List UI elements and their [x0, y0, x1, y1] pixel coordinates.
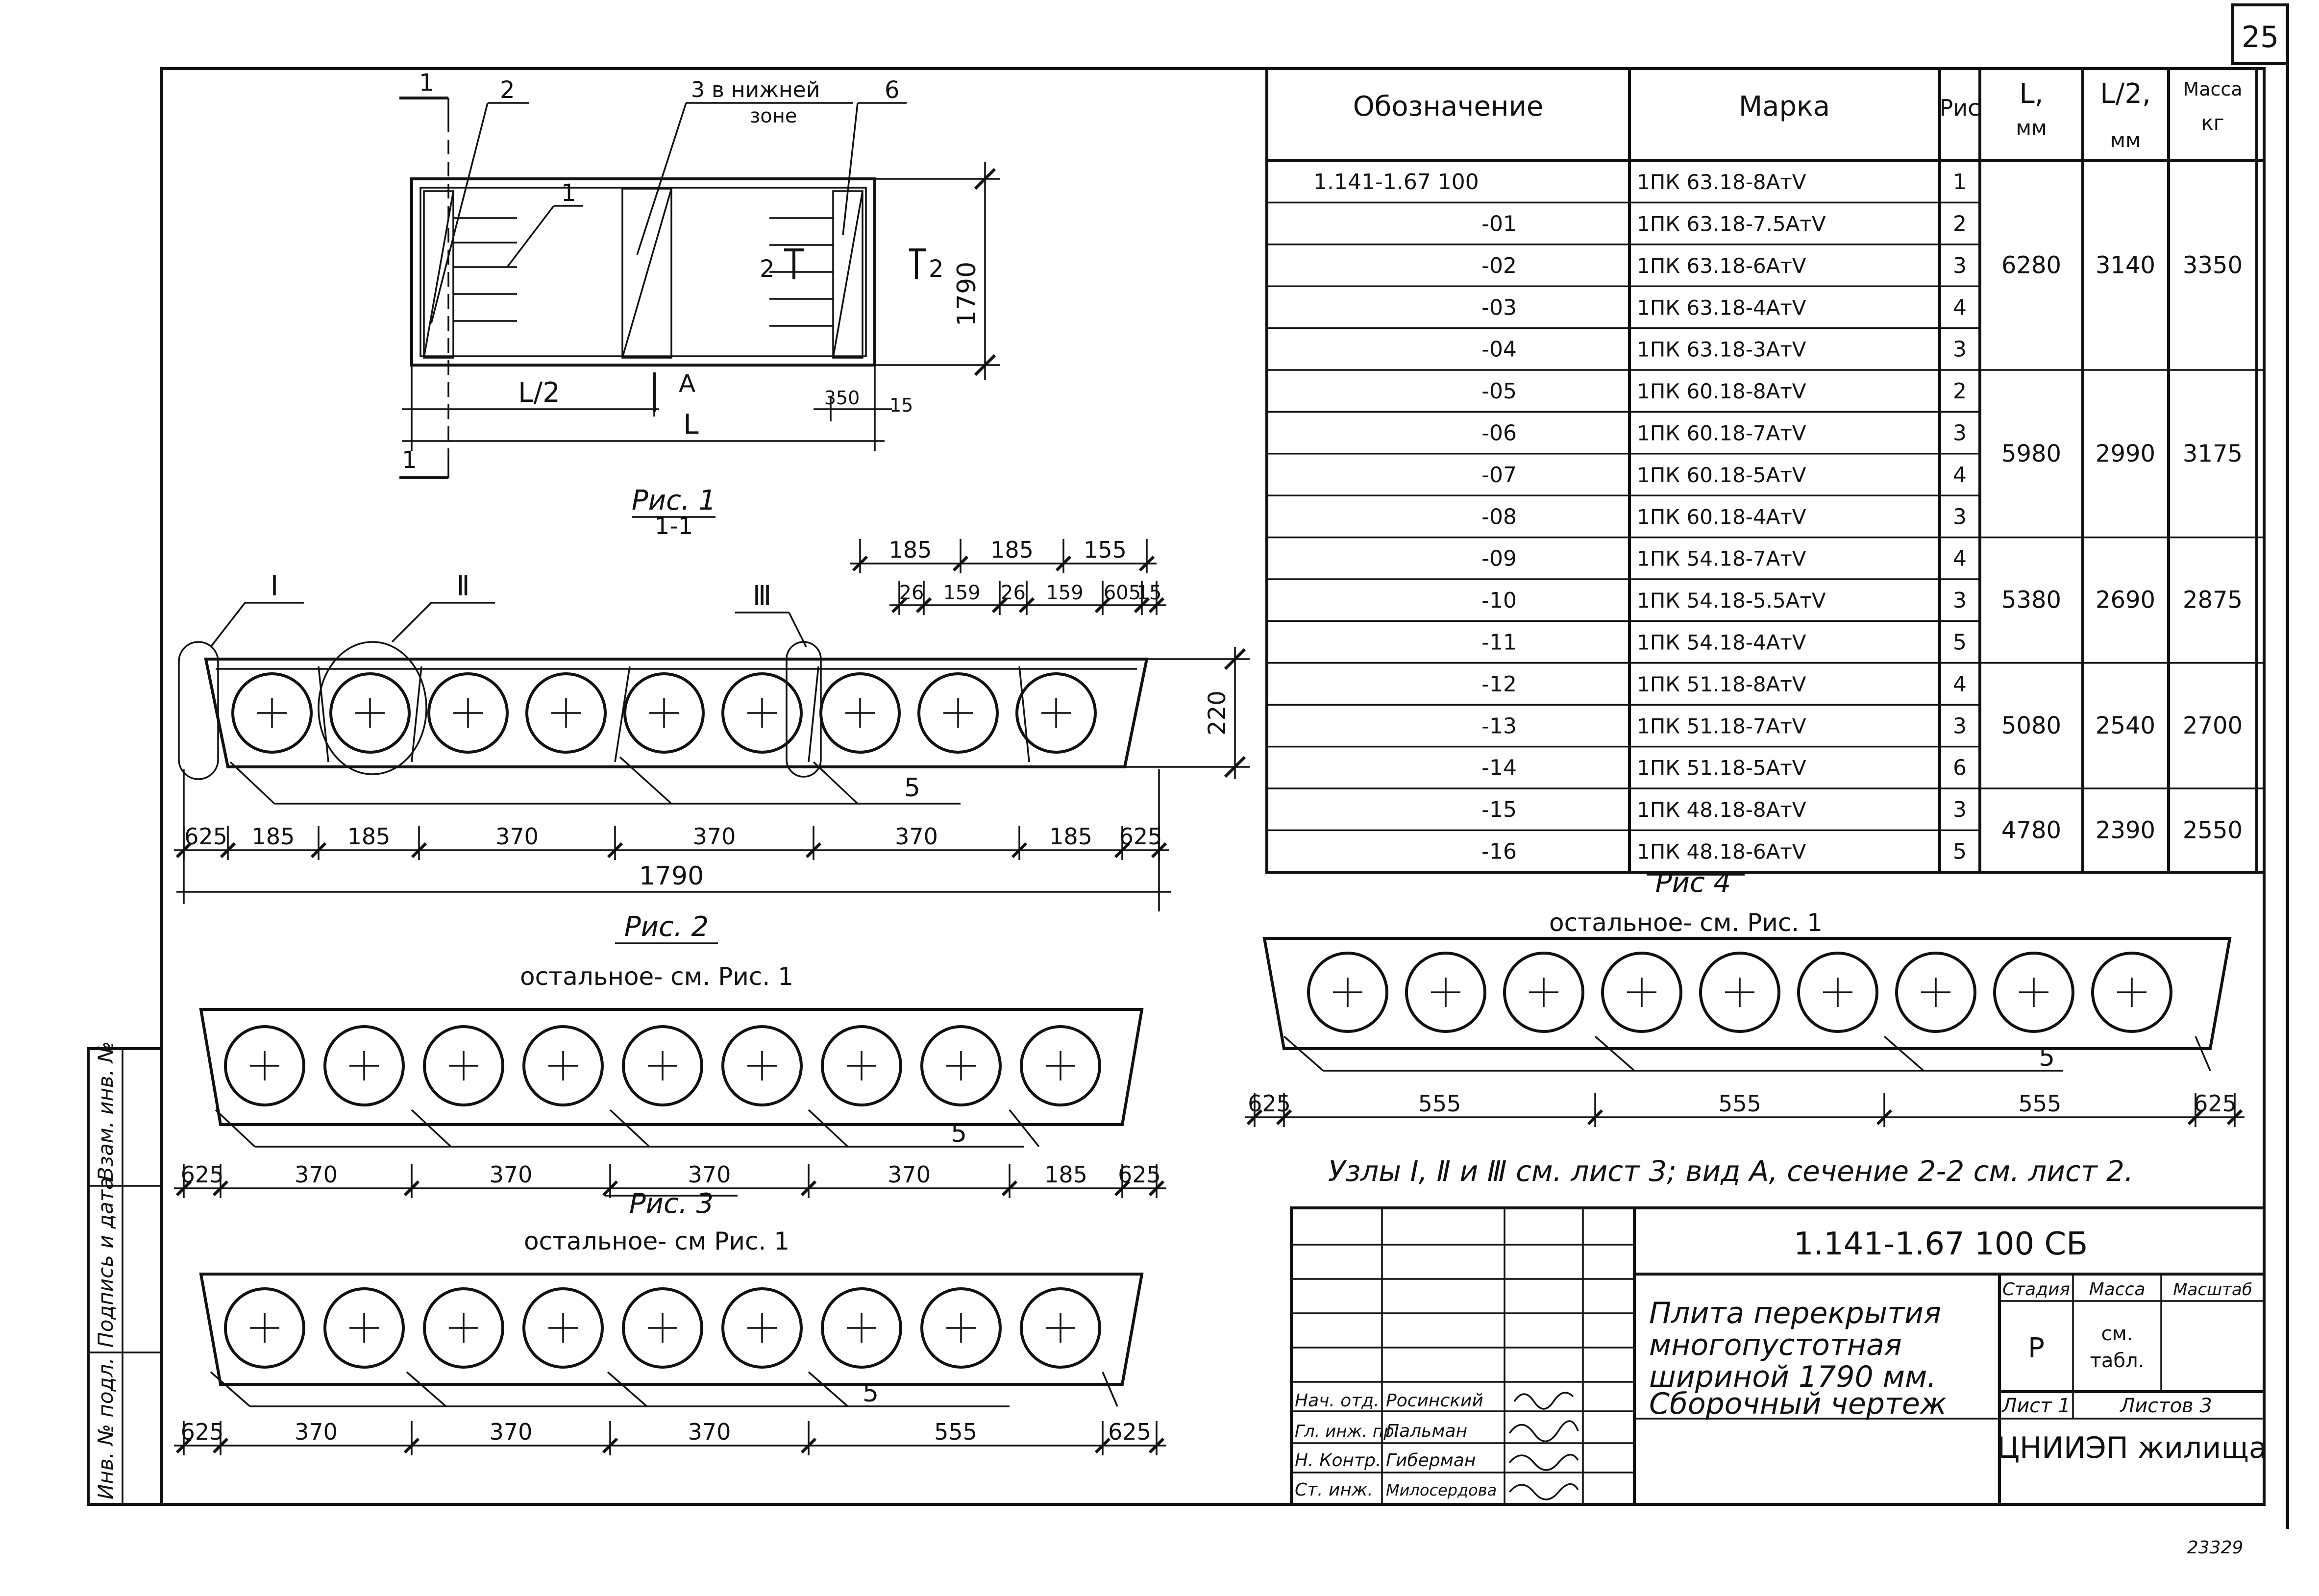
stage-header: Стадия: [2002, 1279, 2071, 1300]
sheet-frame: [162, 69, 2264, 1504]
dim-label: 625: [180, 1161, 224, 1188]
nodes-note: Узлы Ⅰ, Ⅱ и Ⅲ см. лист 3; вид А, сечение 2-2 см. лист 2.: [1328, 1154, 2134, 1188]
stamp-sign-label: Подпись и дата: [94, 1177, 118, 1348]
table-cell-mark: 1ПК 63.18-7.5АтⅤ: [1637, 212, 1826, 236]
table-cell-designation: -12: [1481, 671, 1517, 697]
section11-callout-5: 5: [904, 773, 921, 803]
node-1-label: Ⅰ: [270, 570, 279, 602]
table-header-designation: Обозначение: [1353, 91, 1544, 123]
mass-value-2: табл.: [2090, 1350, 2145, 1372]
signer-role-3: Ст. инж.: [1295, 1480, 1373, 1500]
table-cell-mark: 1ПК 63.18-8АтⅤ: [1637, 170, 1806, 195]
table-header-L-unit: мм: [2016, 116, 2047, 140]
dim-label: 370: [489, 1419, 533, 1445]
fig4-dims: [1245, 1090, 2245, 1127]
table-cell-designation: -10: [1481, 588, 1517, 614]
table-cell-fig: 4: [1953, 546, 1967, 571]
title-name-line-4: Сборочный чертеж: [1649, 1387, 1947, 1421]
fig2-note: остальное- см. Рис. 1: [520, 962, 793, 991]
node-3-label: Ⅲ: [752, 580, 772, 612]
table-cell-mark: 1ПК 51.18-5АтⅤ: [1637, 756, 1806, 780]
signer-name-2: Гиберман: [1386, 1450, 1476, 1471]
dim-label: 155: [1084, 537, 1127, 563]
dim-label: 185: [990, 537, 1034, 563]
section11-total-dim: 1790: [639, 861, 704, 891]
dim-label: 625: [184, 823, 227, 850]
dim-label: 15: [1136, 582, 1162, 604]
table-cell-mass: 2550: [2182, 816, 2243, 844]
fig1-section2-right: 2: [929, 255, 944, 283]
dim-label: 185: [888, 537, 932, 563]
table-cell-designation: -08: [1481, 504, 1517, 530]
fig1-half-dim: L/2: [518, 377, 560, 409]
fig1-full-dim: L: [683, 409, 699, 441]
table-cell-mass: 2875: [2182, 586, 2243, 614]
specification-table: [1267, 69, 2264, 872]
dim-label: 185: [1049, 823, 1092, 850]
fig3-callout-5: 5: [863, 1378, 879, 1408]
fig1-section2-left: 2: [760, 255, 775, 283]
table-cell-designation: -14: [1481, 755, 1517, 781]
table-cell-fig: 3: [1953, 504, 1967, 530]
fig3-section: [174, 1188, 1166, 1455]
table-header-L2-unit: мм: [2110, 128, 2141, 152]
fig3-voids: [225, 1289, 1100, 1367]
dim-label: 625: [2194, 1090, 2237, 1117]
fig1-plan-view: [399, 69, 1000, 540]
dim-label: 370: [688, 1161, 731, 1188]
fig1-callout-2: 2: [500, 76, 515, 104]
dim-label: 185: [347, 823, 391, 850]
fig3-title: Рис. 3: [629, 1188, 714, 1220]
signature-2: [1509, 1455, 1578, 1470]
mass-value-1: см.: [2101, 1323, 2133, 1345]
signer-role-0: Нач. отд.: [1295, 1391, 1380, 1411]
table-cell-mark: 1ПК 63.18-6АтⅤ: [1637, 253, 1806, 278]
fig4-section: [1245, 867, 2245, 1127]
fig1-callout-6: 6: [885, 76, 900, 104]
table-cell-fig: 3: [1953, 420, 1967, 446]
dim-label: 26: [899, 582, 924, 604]
table-cell-fig: 3: [1953, 797, 1967, 823]
signature-3: [1509, 1484, 1578, 1499]
fig4-title: Рис 4: [1655, 867, 1731, 899]
table-cell-L2: 2540: [2095, 712, 2156, 739]
fig2-callout-5: 5: [951, 1119, 967, 1148]
dim-label: 555: [1718, 1090, 1761, 1117]
fig1-callout-3b: зоне: [750, 105, 797, 127]
fig3-note: остальное- см Рис. 1: [523, 1227, 790, 1255]
dim-label: 625: [1118, 1161, 1161, 1188]
dim-label: 605: [1103, 582, 1141, 604]
fig2-voids: [225, 1027, 1100, 1105]
table-cell-fig: 3: [1953, 713, 1967, 739]
dim-label: 370: [688, 1419, 731, 1445]
sheet-label: Лист 1: [2002, 1395, 2071, 1417]
table-cell-designation: -16: [1481, 839, 1517, 864]
table-cell-L2: 2990: [2095, 440, 2156, 467]
table-cell-L2: 2690: [2095, 586, 2156, 614]
table-cell-fig: 5: [1953, 630, 1967, 655]
table-header-mass-unit: кг: [2201, 111, 2224, 135]
section11-title: 1-1: [654, 513, 693, 540]
fig1-dim-350: 350: [824, 387, 860, 409]
table-header-mark: Марка: [1738, 91, 1830, 123]
fig1-callout-1: 1: [561, 179, 576, 207]
fig4-voids: [1308, 953, 2171, 1031]
table-header-L: L,: [2019, 78, 2044, 110]
fig2-section: [174, 911, 1166, 1198]
table-cell-mark: 1ПК 51.18-7АтⅤ: [1637, 714, 1806, 738]
title-block: [1291, 1208, 2267, 1504]
table-cell-fig: 3: [1953, 588, 1967, 614]
sheet-number: 25: [2241, 20, 2279, 54]
table-cell-mass: 3350: [2182, 251, 2243, 279]
dim-label: 555: [934, 1419, 977, 1445]
table-cell-mark: 1ПК 48.18-6АтⅤ: [1637, 839, 1806, 864]
side-stamp: [88, 1041, 162, 1504]
table-cell-fig: 4: [1953, 462, 1967, 488]
dim-label: 159: [1046, 582, 1084, 604]
table-cell-designation: -07: [1481, 462, 1517, 488]
organization: ЦНИИЭП жилища: [1997, 1431, 2267, 1465]
section11-height-dim: 220: [1204, 690, 1231, 736]
section-1-1: [174, 537, 1250, 911]
table-cell-designation: -05: [1481, 379, 1517, 404]
dim-label: 185: [1044, 1161, 1087, 1188]
fig1-width-dim: 1790: [952, 261, 982, 327]
table-cell-mark: 1ПК 60.18-7АтⅤ: [1637, 421, 1806, 445]
table-cell-fig: 2: [1953, 211, 1967, 237]
table-cell-designation: 1.141-1.67 100: [1313, 170, 1479, 195]
stamp-replace-label: Взам. инв. №: [94, 1041, 118, 1181]
table-cell-mark: 1ПК 54.18-4АтⅤ: [1637, 630, 1806, 655]
fig1-view-a: А: [679, 369, 696, 398]
node-2-label: Ⅱ: [456, 570, 470, 602]
stamp-inv-label: Инв. № подл.: [94, 1357, 118, 1499]
table-cell-L: 5380: [2001, 586, 2062, 614]
table-header-L2: L/2,: [2100, 78, 2151, 110]
dim-label: 370: [489, 1161, 533, 1188]
table-cell-L2: 2390: [2095, 816, 2156, 844]
dim-label: 555: [1418, 1090, 1461, 1117]
table-cell-fig: 6: [1953, 755, 1967, 781]
table-rows: [1267, 170, 2264, 864]
dim-label: 370: [692, 823, 736, 850]
title-name-line-2: многопустотная: [1649, 1328, 1902, 1362]
fig3-dims: [174, 1419, 1166, 1455]
dim-label: 159: [943, 582, 981, 604]
table-cell-L2: 3140: [2095, 251, 2156, 279]
table-cell-mark: 1ПК 60.18-5АтⅤ: [1637, 463, 1806, 487]
section-top-dims: [850, 537, 1166, 615]
title-code: 1.141-1.67 100 СБ: [1793, 1226, 2088, 1262]
dim-label: 625: [180, 1419, 224, 1445]
signature-1: [1509, 1421, 1578, 1441]
dim-label: 625: [1248, 1090, 1291, 1117]
dim-label: 185: [251, 823, 295, 850]
table-cell-fig: 3: [1953, 337, 1967, 362]
table-cell-designation: -09: [1481, 546, 1517, 571]
dim-label: 555: [2018, 1090, 2062, 1117]
table-cell-fig: 3: [1953, 253, 1967, 278]
dim-label: 625: [1119, 823, 1162, 850]
node-3-ellipse: [787, 642, 821, 777]
table-cell-L: 5080: [2001, 712, 2062, 739]
table-cell-designation: -11: [1481, 630, 1517, 655]
fig1-section1-bottom: 1: [402, 446, 417, 474]
table-cell-designation: -06: [1481, 420, 1517, 446]
sheets-label: Листов 3: [2120, 1395, 2212, 1417]
table-cell-designation: -01: [1481, 211, 1517, 237]
table-cell-designation: -02: [1481, 253, 1517, 278]
table-cell-mass: 2700: [2182, 712, 2243, 739]
fig4-callout-5: 5: [2039, 1043, 2055, 1072]
section-voids: [233, 674, 1095, 752]
table-cell-mark: 1ПК 60.18-8АтⅤ: [1637, 379, 1806, 404]
signature-0: [1514, 1393, 1573, 1409]
title-name-line-3: шириной 1790 мм.: [1649, 1360, 1937, 1394]
table-cell-fig: 2: [1953, 379, 1967, 404]
table-cell-fig: 5: [1953, 839, 1967, 864]
table-cell-fig: 4: [1953, 671, 1967, 697]
scale-header: Масштаб: [2173, 1280, 2252, 1300]
mass-header: Масса: [2089, 1279, 2146, 1300]
table-cell-designation: -15: [1481, 797, 1517, 823]
signer-name-0: Росинский: [1386, 1391, 1483, 1411]
table-cell-mark: 1ПК 63.18-3АтⅤ: [1637, 337, 1806, 362]
table-cell-mark: 1ПК 54.18-7АтⅤ: [1637, 546, 1806, 571]
table-cell-fig: 1: [1953, 170, 1967, 195]
table-header-mass: Масса: [2183, 78, 2243, 100]
dim-label: 625: [1108, 1419, 1151, 1445]
title-name-line-1: Плита перекрытия: [1649, 1296, 1942, 1330]
table-cell-designation: -03: [1481, 295, 1517, 320]
fig1-callout-3: 3 в нижней: [691, 77, 820, 102]
fig4-note: остальное- см. Рис. 1: [1549, 908, 1823, 937]
table-cell-mass: 3175: [2182, 440, 2243, 467]
dim-label: 26: [1001, 582, 1026, 604]
stage-value: Р: [2028, 1332, 2045, 1364]
dim-label: 370: [295, 1161, 338, 1188]
fig2-title: Рис. 2: [624, 911, 709, 943]
table-cell-designation: -13: [1481, 713, 1517, 739]
inventory-number: 23329: [2187, 1538, 2244, 1558]
table-cell-L: 6280: [2001, 251, 2062, 279]
node-1-ellipse: [179, 642, 218, 779]
table-cell-fig: 4: [1953, 295, 1967, 320]
table-cell-mark: 1ПК 54.18-5.5АтⅤ: [1637, 589, 1826, 613]
table-cell-mark: 1ПК 51.18-8АтⅤ: [1637, 672, 1806, 696]
signer-role-1: Гл. инж. пр.: [1295, 1422, 1400, 1441]
fig1-section1-top: 1: [419, 69, 434, 97]
table-cell-L: 4780: [2001, 816, 2062, 844]
dim-label: 370: [895, 823, 938, 850]
signer-name-1: Пальман: [1386, 1421, 1468, 1441]
fig1-title: Рис. 1: [631, 485, 716, 516]
signer-name-3: Милосердова: [1386, 1481, 1497, 1499]
table-cell-L: 5980: [2001, 440, 2062, 467]
table-header-fig: Рис: [1939, 95, 1980, 121]
table-cell-designation: -04: [1481, 337, 1517, 362]
table-cell-mark: 1ПК 48.18-8АтⅤ: [1637, 798, 1806, 822]
dim-label: 370: [888, 1161, 931, 1188]
section-bottom-dims: [174, 823, 1169, 860]
dim-label: 370: [295, 1419, 338, 1445]
table-cell-mark: 1ПК 63.18-4АтⅤ: [1637, 295, 1806, 320]
table-cell-mark: 1ПК 60.18-4АтⅤ: [1637, 505, 1806, 529]
signer-role-2: Н. Контр.: [1295, 1450, 1382, 1471]
fig1-dim-15: 15: [889, 394, 913, 416]
dim-label: 370: [495, 823, 539, 850]
